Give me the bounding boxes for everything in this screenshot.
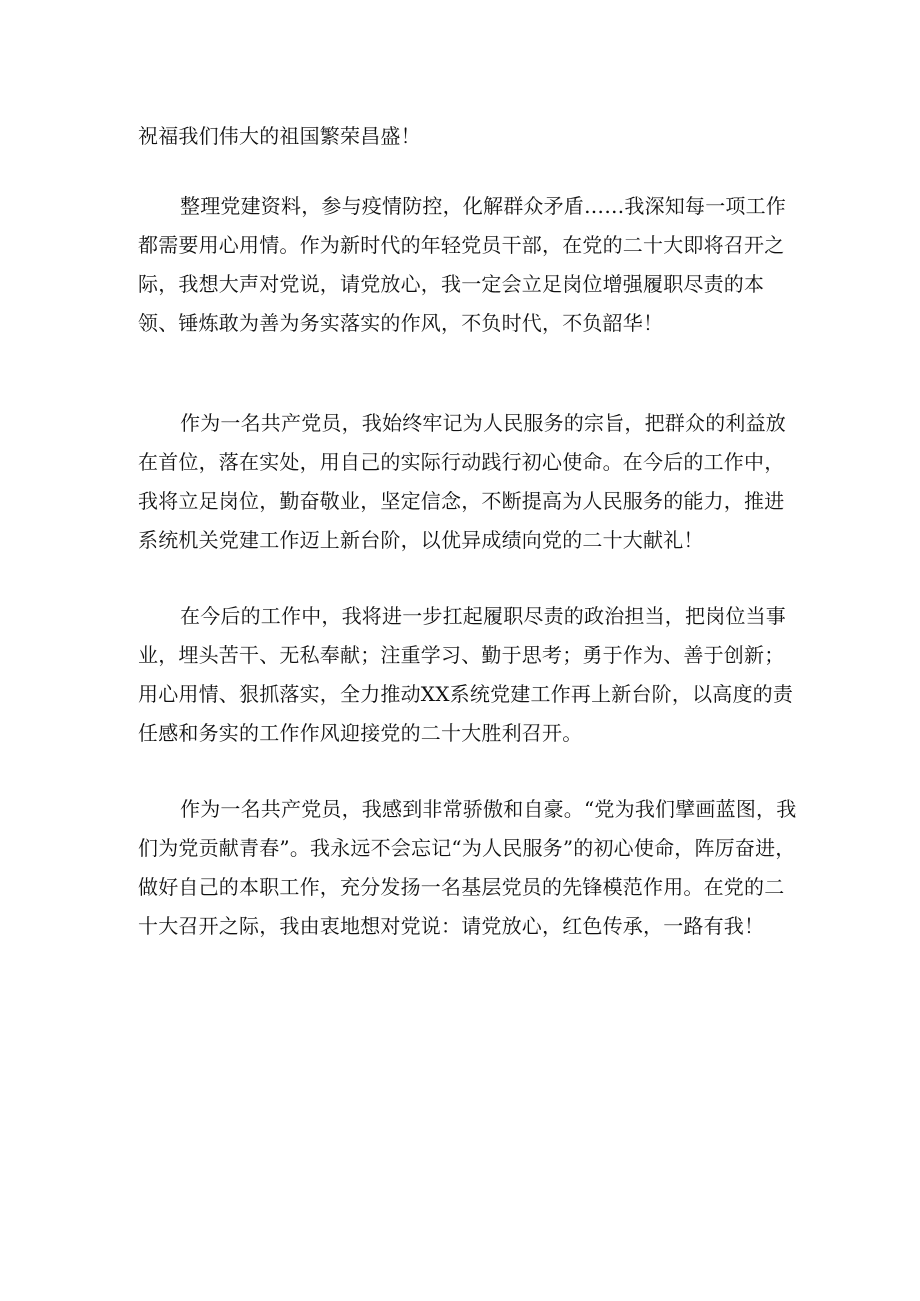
paragraph-serve-people: 作为一名共产党员，我始终牢记为人民服务的宗旨，把群众的利益放在首位，落在实处，用自己的实际行动践行初心使命。在今后的工作中，我将立足岗位，勤奋敬业，坚定信念，不断提高为人民服务的能力，推进系统机关党建工作迈上新台阶，以优异成绩向党的二十大献礼！ [138,411,786,552]
paragraph-closing-wish: 祝福我们伟大的祖国繁荣昌盛！ [138,124,421,148]
paragraph-party-pride: 作为一名共产党员，我感到非常骄傲和自豪。“党为我们擘画蓝图，我们为党贡献青春”。我永远不会忘记“为人民服务”的初心使命，阵厉奋进，做好自己的本职工作，充分发扬一名基层党员的先锋模范作用。在党的二十大召开之际，我由衷地想对党说：请党放心，红色传承，一路有我！ [138,797,797,938]
paragraph-future-work: 在今后的工作中，我将进一步扛起履职尽责的政治担当，把岗位当事业，埋头苦干、无私奉献；注重学习、勤于思考；勇于作为、善于创新；用心用情、狠抓落实，全力推动XX系统党建工作再上新台阶，以高度的责任感和务实的工作作风迎接党的二十大胜利召开。 [138,604,794,745]
paragraph-work-commitment: 整理党建资料，参与疫情防控，化解群众矛盾……我深知每一项工作都需要用心用情。作为新时代的年轻党员干部，在党的二十大即将召开之际，我想大声对党说，请党放心，我一定会立足岗位增强履职尽责的本领、锤炼敢为善为务实落实的作风，不负时代，不负韶华！ [138,194,786,335]
